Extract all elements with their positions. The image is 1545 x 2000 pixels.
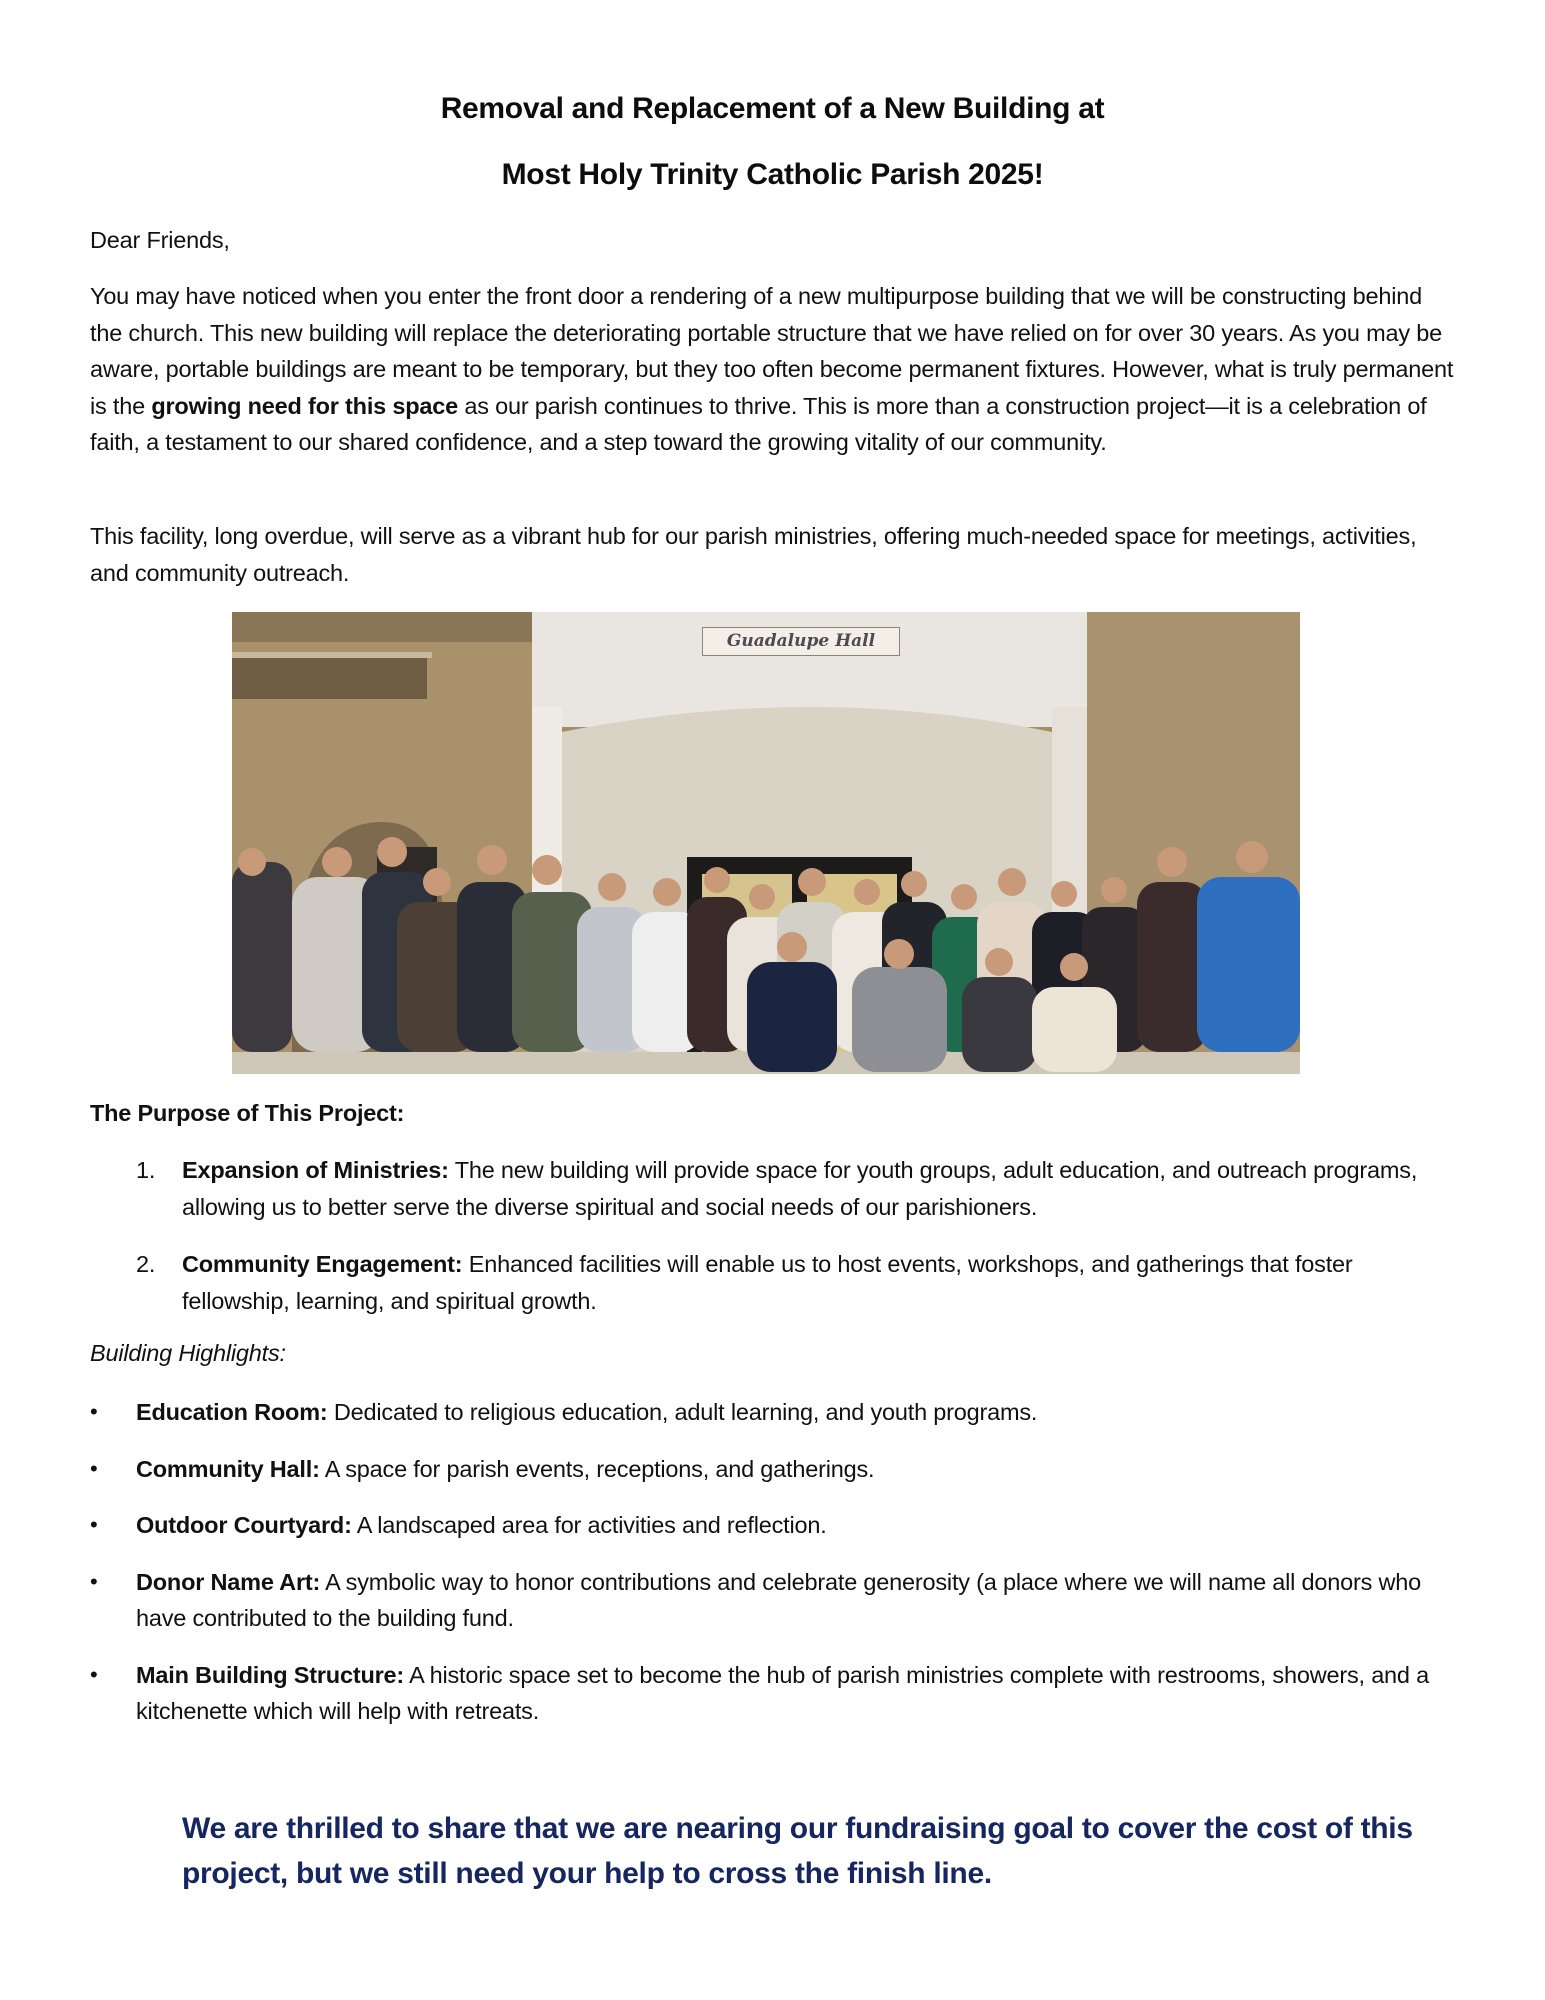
bullet-icon: •: [90, 1512, 98, 1537]
purpose-item-label: Community Engagement:: [182, 1251, 463, 1277]
highlight-text: Dedicated to religious education, adult learning, and youth programs.: [327, 1399, 1038, 1425]
intro-text-end: as our parish continues to thrive. This is more than a construction project—it is a celebration of faith, a testament to our shared confidence, and a step toward the growing vitality of our community.: [90, 392, 1427, 455]
intro-text-start: You may have noticed when you enter the front door a rendering of a new multipurpose building that we will be constructing behind the church. This new building will replace the deteriorating portable structure that we have relied on for over 30 years. As you may be aware, portable buildings are meant to be temporary, but they too often become permanent fixtures. However, what is truly permanent is the: [90, 283, 1454, 419]
highlights-heading: Building Highlights:: [90, 1340, 286, 1366]
purpose-item-text: Enhanced facilities will enable us to host events, workshops, and gatherings that foster fellowship, learning, and spiritual growth.: [182, 1251, 1353, 1314]
highlight-text: A historic space set to become the hub of parish ministries complete with restrooms, showers, and a kitchenette which will help with retreats.: [136, 1661, 1429, 1724]
group-photo-illustration: [232, 612, 1300, 1074]
facility-paragraph: This facility, long overdue, will serve as a vibrant hub for our parish ministries, offering much-needed space for meetings, activities, and community outreach.: [90, 523, 1417, 586]
highlight-item: [90, 1394, 1460, 1431]
intro-bold-phrase: growing need for this space: [151, 392, 458, 419]
intro-paragraph: [90, 278, 1460, 461]
highlight-label: Outdoor Courtyard:: [136, 1512, 352, 1538]
highlights-list: [90, 1394, 1460, 1750]
greeting: Dear Friends,: [90, 227, 230, 253]
bullet-icon: •: [90, 1661, 98, 1687]
bullet-icon: •: [90, 1399, 98, 1424]
bullet-icon: •: [90, 1568, 98, 1594]
highlight-label: Community Hall:: [136, 1455, 320, 1482]
group-photo: [232, 612, 1300, 1074]
document-title-line-1: Removal and Replacement of a New Building at: [440, 92, 1105, 125]
guadalupe-hall-sign: Guadalupe Hall: [702, 627, 900, 656]
highlight-label: Donor Name Art:: [136, 1568, 321, 1595]
fundraising-closing-message: We are thrilled to share that we are nearing our fundraising goal to cover the cost of this project, but we still need your help to cross the finish line.: [182, 1812, 1413, 1890]
bullet-icon: •: [90, 1455, 98, 1481]
highlight-item: [90, 1451, 1460, 1488]
highlight-text: A symbolic way to honor contributions and celebrate generosity (a place where we will name all donors who have contributed to the building fund.: [136, 1568, 1422, 1631]
highlight-text: A landscaped area for activities and reflection.: [351, 1512, 827, 1538]
list-number: 1.: [136, 1157, 156, 1183]
purpose-list: [90, 1152, 1460, 1340]
highlight-label: Education Room:: [136, 1399, 328, 1425]
list-number: 2.: [136, 1251, 156, 1277]
purpose-item-text: The new building will provide space for youth groups, adult education, and outreach programs, allowing us to better serve the diverse spiritual and social needs of our parishioners.: [182, 1157, 1418, 1220]
highlight-text: A space for parish events, receptions, and gatherings.: [319, 1455, 875, 1482]
purpose-item-label: Expansion of Ministries:: [182, 1157, 449, 1183]
highlight-item: [90, 1564, 1460, 1637]
document-title-line-2: Most Holy Trinity Catholic Parish 2025!: [501, 158, 1044, 191]
purpose-heading: The Purpose of This Project:: [90, 1100, 405, 1126]
highlight-item: [90, 1507, 1460, 1544]
highlight-label: Main Building Structure:: [136, 1661, 405, 1688]
purpose-item: [90, 1246, 1460, 1319]
highlight-item: [90, 1657, 1460, 1730]
purpose-item: [90, 1152, 1460, 1225]
